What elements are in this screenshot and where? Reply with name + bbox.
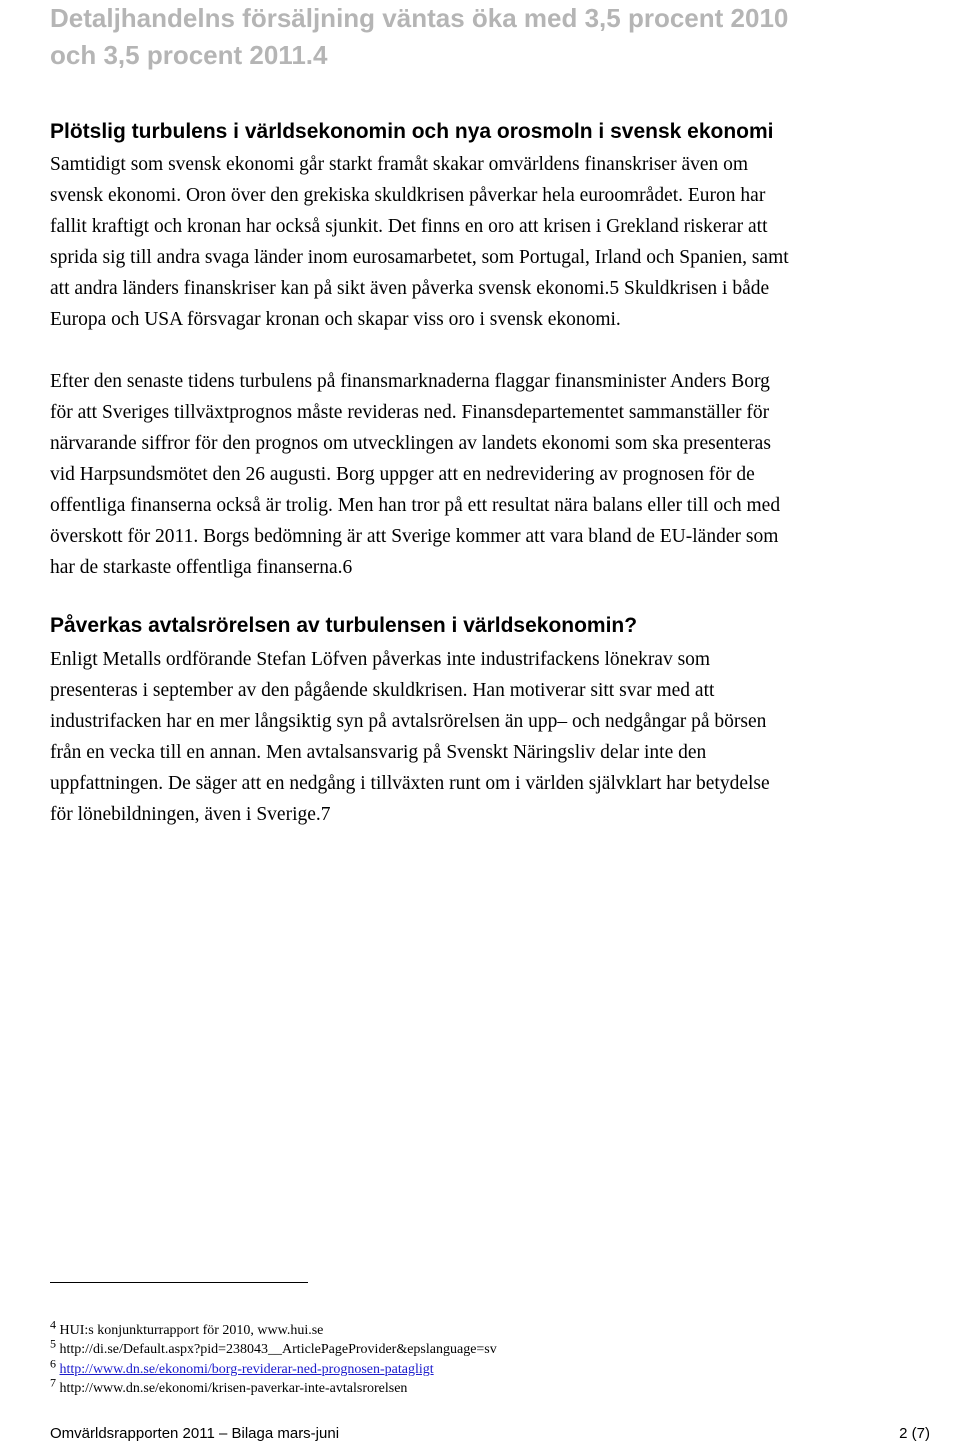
- text-line: för lönebildningen, även i Sverige.7: [50, 804, 331, 825]
- text-line: sprida sig till andra svaga länder inom eurosamarbetet, som Portugal, Irland och Spanien, samt: [50, 247, 789, 268]
- heading-turbulens: Plötslig turbulens i världsekonomin och nya orosmoln i svensk ekonomi: [50, 120, 774, 143]
- page-footer: [50, 1424, 930, 1444]
- text-line: Efter den senaste tidens turbulens på finansmarknaderna flaggar finansminister Anders Borg: [50, 371, 770, 392]
- footnote-text: HUI:s konjunkturrapport för 2010, www.hui.se: [59, 1323, 324, 1338]
- text-line: att andra länders finanskriser kan på sikt även påverka svensk ekonomi.5 Skuldkrisen i både: [50, 278, 770, 299]
- text-line: från en vecka till en annan. Men avtalsansvarig på Svenskt Näringsliv delar inte den: [50, 742, 707, 763]
- text-line: Samtidigt som svensk ekonomi går starkt framåt skakar omvärldens finanskriser även om: [50, 154, 749, 175]
- text-line: offentliga finanserna också är trolig. Men han tror på ett resultat nära balans eller till och med: [50, 495, 781, 516]
- text-line: Enligt Metalls ordförande Stefan Löfven påverkas inte industrifackens lönekrav som: [50, 649, 711, 670]
- text-line: överskott för 2011. Borgs bedömning är att Sverige kommer att vara bland de EU-länder som: [50, 526, 779, 547]
- text-line: närvarande siffror för den prognos om utvecklingen av landets ekonomi som ska presenteras: [50, 433, 771, 454]
- footer-page-number: 2 (7): [899, 1425, 930, 1442]
- footnote-number: 4: [50, 1317, 56, 1332]
- text-line: fallit kraftigt och kronan har också sjunkit. Det finns en oro att krisen i Grekland riskerar att: [50, 216, 768, 237]
- text-line: svensk ekonomi. Oron över den grekiska skuldkrisen påverkar hela euroområdet. Euron har: [50, 185, 766, 206]
- text-line: vid Harpsundsmötet den 26 augusti. Borg uppger att en nedrevidering av prognosen för de: [50, 464, 755, 485]
- footnote-text: http://di.se/Default.aspx?pid=238043__ArticlePageProvider&epslanguage=sv: [59, 1342, 497, 1357]
- footnote-divider: [50, 1282, 308, 1283]
- footnote-number: 7: [50, 1375, 56, 1390]
- text-line: har de starkaste offentliga finanserna.6: [50, 557, 353, 578]
- footnote-number: 6: [50, 1356, 56, 1371]
- footer-document-title: Omvärldsrapporten 2011 – Bilaga mars-juni: [50, 1425, 340, 1442]
- text-line: för att Sveriges tillväxtprognos måste revideras ned. Finansdepartementet sammanställer för: [50, 402, 770, 423]
- section-title: [50, 0, 930, 74]
- text-line: industrifacken har en mer långsiktig syn på avtalsrörelsen än upp– och nedgångar på börsen: [50, 711, 767, 732]
- section-title-line-1: Detaljhandelns försäljning väntas öka med 3,5 procent 2010: [50, 3, 789, 33]
- footnote-5: [50, 1336, 930, 1359]
- heading-avtalsrorelsen: Påverkas avtalsrörelsen av turbulensen i världsekonomin?: [50, 614, 638, 637]
- footnote-4: [50, 1317, 930, 1340]
- section-title-line-2: och 3,5 procent 2011.4: [50, 40, 328, 70]
- footnote-6: [50, 1356, 930, 1379]
- paragraph-avtalsrorelsen: [50, 644, 935, 830]
- paragraph-borg: [50, 366, 935, 583]
- text-line: Europa och USA försvagar kronan och skapar viss oro i svensk ekonomi.: [50, 309, 621, 330]
- footnote-number: 5: [50, 1336, 56, 1351]
- footnote-7: [50, 1375, 930, 1398]
- footnote-text: http://www.dn.se/ekonomi/krisen-paverkar-inte-avtalsrorelsen: [59, 1381, 408, 1396]
- footnote-link[interactable]: http://www.dn.se/ekonomi/borg-reviderar-ned-prognosen-patagligt: [59, 1362, 434, 1377]
- paragraph-turbulens: [50, 149, 935, 335]
- text-line: uppfattningen. De säger att en nedgång i tillväxten runt om i världen självklart har betydelse: [50, 773, 770, 794]
- text-line: presenteras i september av den pågående skuldkrisen. Han motiverar sitt svar med att: [50, 680, 715, 701]
